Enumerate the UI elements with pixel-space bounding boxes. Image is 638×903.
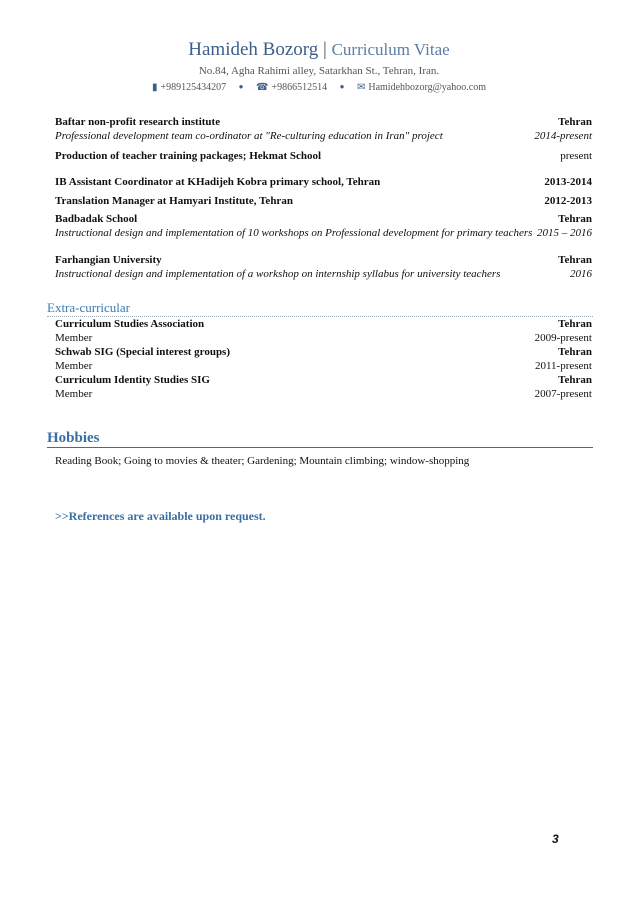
phone-number: +9866512514 (271, 82, 328, 93)
entry-title: Production of teacher training packages; Hekmat School (55, 150, 322, 162)
name-title-line (0, 38, 638, 62)
experience-entry (55, 149, 592, 163)
page-number: 3 (552, 832, 559, 846)
entry-title: Translation Manager at Hamyari Institute, Tehran (55, 195, 293, 207)
references-note: >>References are available upon request. (55, 509, 266, 523)
entry-title: Schwab SIG (Special interest groups) (55, 346, 231, 358)
experience-entry (55, 212, 592, 240)
bullet-dot: ● (339, 82, 345, 91)
cv-header (0, 38, 638, 93)
email-address[interactable]: Hamidehbozorg@yahoo.com (368, 82, 486, 93)
entry-location: Tehran (558, 116, 592, 128)
entry-description: Instructional design and implementation of 10 workshops on Professional development for primary teachers (55, 227, 533, 239)
mobile-number: +989125434207 (160, 82, 227, 93)
hobbies-section-header (47, 430, 593, 448)
entry-date: 2009-present (534, 332, 592, 344)
entry-location: Tehran (558, 374, 592, 386)
hobbies-text (55, 454, 592, 468)
experience-entry (55, 253, 592, 281)
extracurricular-entry (55, 317, 592, 345)
extracurricular-entry (55, 345, 592, 373)
entry-description: Professional development team co-ordinator at "Re-culturing education in Iran" project (55, 130, 443, 142)
entry-date: 2013-2014 (544, 176, 592, 188)
document-title: Curriculum Vitae (331, 40, 450, 59)
envelope-icon: ✉ (356, 82, 366, 93)
bullet-dot: ● (238, 82, 244, 91)
telephone-icon: ☎ (256, 82, 269, 93)
experience-entry (55, 175, 592, 189)
entry-title: Farhangian University (55, 254, 162, 266)
entry-location: Tehran (558, 346, 592, 358)
entry-role: Member (55, 388, 93, 400)
entry-description: Instructional design and implementation of a workshop on internship syllabus for university teachers (55, 268, 501, 280)
mobile-phone-icon: ▮ (152, 82, 158, 93)
entry-date: 2012-2013 (544, 195, 592, 207)
entry-date: 2011-present (534, 360, 592, 372)
entry-title: IB Assistant Coordinator at KHadijeh Kobra primary school, Tehran (55, 176, 381, 188)
entry-role: Member (55, 332, 93, 344)
entry-date: 2016 (570, 268, 592, 280)
entry-title: Baftar non-profit research institute (55, 116, 221, 128)
entry-location: Tehran (558, 254, 592, 266)
extracurricular-entry (55, 373, 592, 401)
section-title: Extra-curricular (47, 300, 593, 317)
contact-line (0, 82, 638, 93)
entry-title: Curriculum Identity Studies SIG (55, 374, 210, 386)
entry-title: Curriculum Studies Association (55, 318, 205, 330)
experience-entry (55, 194, 592, 208)
entry-date: present (560, 150, 592, 162)
section-title: Hobbies (47, 430, 593, 448)
entry-location: Tehran (558, 213, 592, 225)
entry-date: 2015 – 2016 (537, 227, 592, 239)
entry-date: 2014-present (534, 130, 592, 142)
entry-title: Badbadak School (55, 213, 138, 225)
title-separator: | (323, 39, 327, 60)
experience-entry (55, 115, 592, 143)
person-name: Hamideh Bozorg (188, 39, 319, 60)
address: No.84, Agha Rahimi alley, Satarkhan St., Tehran, Iran. (198, 65, 440, 77)
entry-role: Member (55, 360, 93, 372)
hobbies-list: Reading Book; Going to movies & theater; Gardening; Mountain climbing; window-shopping (55, 455, 470, 467)
entry-date: 2007-present (534, 388, 592, 400)
entry-location: Tehran (558, 318, 592, 330)
extracurricular-section-header (47, 300, 593, 317)
